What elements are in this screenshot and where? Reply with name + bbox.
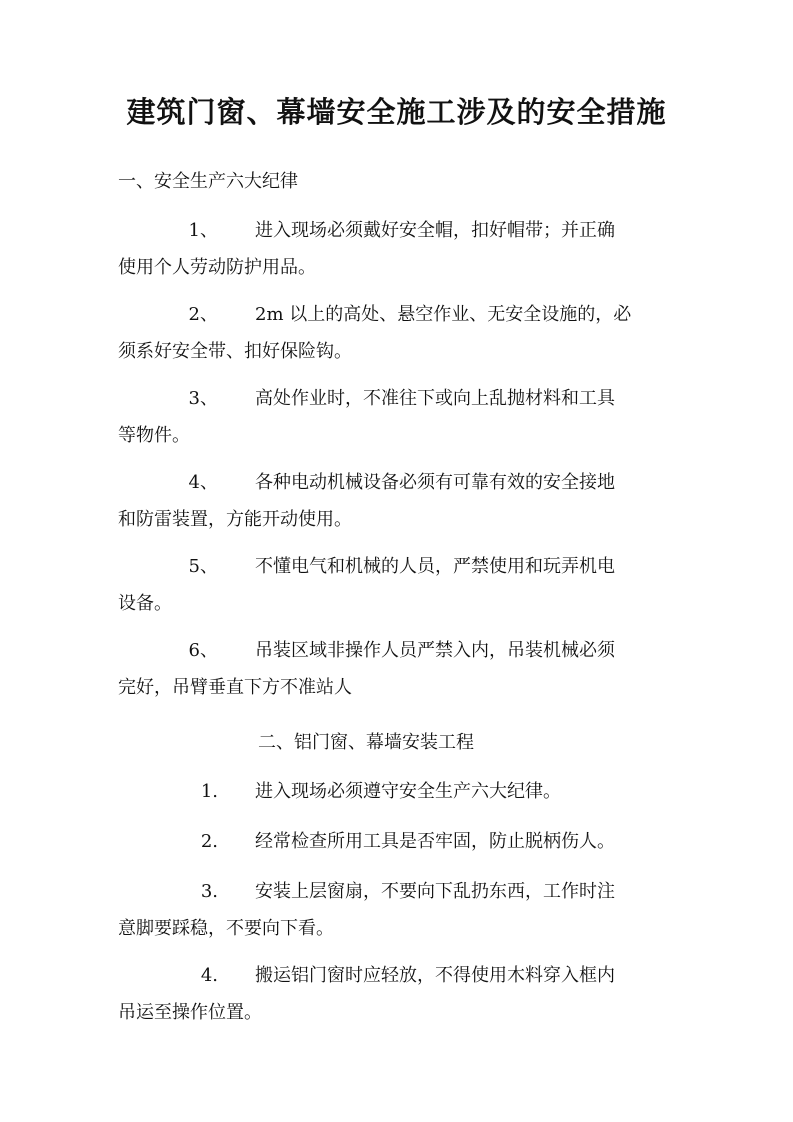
item-text-line1: 搬运铝门窗时应轻放，不得使用木料穿入框内 xyxy=(255,965,615,986)
item-number: 2. xyxy=(200,831,218,852)
item-number: 1. xyxy=(200,781,218,802)
section-heading-2: 二、铝门窗、幕墙安装工程 xyxy=(258,732,474,753)
item-text-line1: 经常检查所用工具是否牢固，防止脱柄伤人。 xyxy=(255,831,615,852)
item-text-line2: 须系好安全带、扣好保险钩。 xyxy=(118,341,352,362)
item-number: 5、 xyxy=(188,556,218,577)
item-number: 4、 xyxy=(188,472,218,493)
item-number: 4. xyxy=(200,965,218,986)
item-text-line2: 吊运至操作位置。 xyxy=(118,1002,262,1023)
item-number: 1、 xyxy=(188,220,218,241)
list-item xyxy=(118,957,674,1031)
list-item xyxy=(118,873,674,947)
list-item xyxy=(118,296,674,370)
item-text-line1: 进入现场必须遵守安全生产六大纪律。 xyxy=(255,781,561,802)
item-number: 3、 xyxy=(188,388,218,409)
item-text-line2: 等物件。 xyxy=(118,425,190,446)
list-item xyxy=(118,632,674,706)
item-text-line1: 进入现场必须戴好安全帽，扣好帽带；并正确 xyxy=(255,220,615,241)
document-title: 建筑门窗、幕墙安全施工涉及的安全措施 xyxy=(126,95,667,129)
list-item xyxy=(118,212,674,286)
list-item xyxy=(118,380,674,454)
item-text-line1: 2m 以上的高处、悬空作业、无安全设施的，必 xyxy=(255,304,632,325)
item-text-line2: 完好，吊臂垂直下方不准站人 xyxy=(118,677,352,698)
item-text-line1: 安装上层窗扇，不要向下乱扔东西，工作时注 xyxy=(255,881,615,902)
item-text-line2: 设备。 xyxy=(118,593,172,614)
item-text-line2: 意脚要踩稳，不要向下看。 xyxy=(118,918,334,939)
list-item xyxy=(118,548,674,622)
item-text-line1: 吊装区域非操作人员严禁入内，吊装机械必须 xyxy=(255,640,615,661)
item-number: 3. xyxy=(200,881,218,902)
item-text-line2: 使用个人劳动防护用品。 xyxy=(118,257,316,278)
list-item xyxy=(118,823,674,860)
list-item xyxy=(118,464,674,538)
item-number: 2、 xyxy=(188,304,218,325)
list-item xyxy=(118,773,674,810)
item-text-line1: 各种电动机械设备必须有可靠有效的安全接地 xyxy=(255,472,615,493)
item-text-line2: 和防雷装置，方能开动使用。 xyxy=(118,509,352,530)
item-number: 6、 xyxy=(188,640,218,661)
item-text-line1: 不懂电气和机械的人员，严禁使用和玩弄机电 xyxy=(255,556,615,577)
item-text-line1: 高处作业时，不准往下或向上乱抛材料和工具 xyxy=(255,388,615,409)
section-heading-1: 一、安全生产六大纪律 xyxy=(118,171,298,192)
